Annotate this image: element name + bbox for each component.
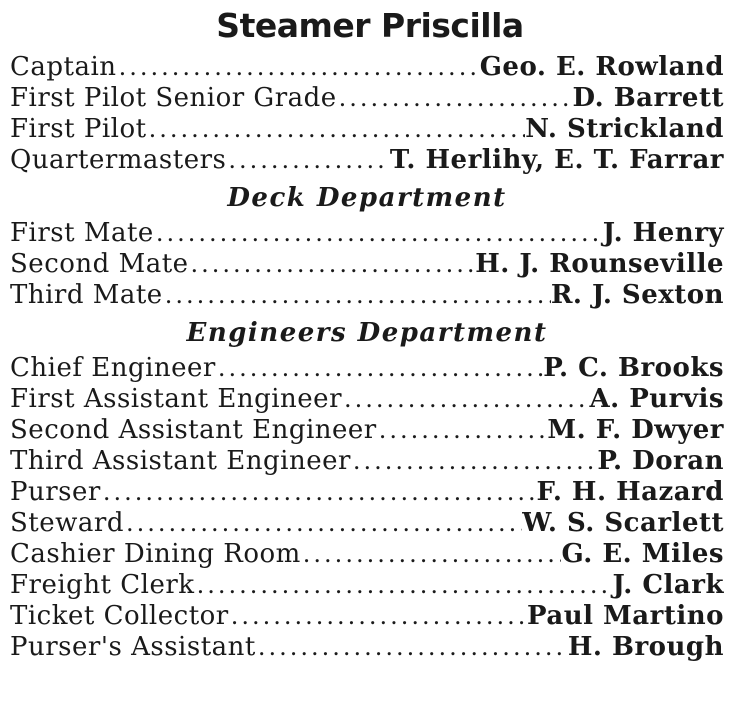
roster-page <box>10 0 724 663</box>
page-title: Steamer Priscilla <box>216 6 524 45</box>
role-label: Second Mate <box>10 249 189 279</box>
dot-leader <box>256 632 568 663</box>
dot-leader <box>226 145 390 176</box>
role-label: Steward <box>10 508 124 538</box>
dot-leader <box>337 83 573 114</box>
person-name: N. Strickland <box>525 114 724 144</box>
dot-leader <box>189 249 476 280</box>
roster-row <box>10 384 724 415</box>
dot-leader <box>351 446 597 477</box>
roster-row <box>10 353 724 384</box>
role-label: Ticket Collector <box>10 601 229 631</box>
role-label: Purser's Assistant <box>10 632 256 662</box>
role-label: Chief Engineer <box>10 353 216 383</box>
roster-row <box>10 415 724 446</box>
roster-row <box>10 280 724 311</box>
dot-leader <box>147 114 526 145</box>
dot-leader <box>195 570 613 601</box>
roster-row <box>10 52 724 83</box>
dot-leader <box>154 218 603 249</box>
dot-leader <box>342 384 589 415</box>
role-label: Purser <box>10 477 101 507</box>
dot-leader <box>101 477 537 508</box>
dot-leader <box>216 353 543 384</box>
roster-row <box>10 218 724 249</box>
role-label: Third Assistant Engineer <box>10 446 351 476</box>
person-name: J. Clark <box>612 570 724 600</box>
person-name: P. C. Brooks <box>543 353 724 383</box>
roster-row <box>10 632 724 663</box>
dot-leader <box>163 280 551 311</box>
role-label: First Mate <box>10 218 154 248</box>
role-label: Second Assistant Engineer <box>10 415 377 445</box>
role-label: Quartermasters <box>10 145 227 175</box>
roster-row <box>10 601 724 632</box>
section-heading-deck: Deck Department <box>227 183 507 213</box>
person-name: Paul Martino <box>527 601 724 631</box>
roster-row <box>10 145 724 176</box>
roster-row <box>10 446 724 477</box>
person-name: H. Brough <box>567 632 724 662</box>
role-label: Captain <box>10 52 117 82</box>
person-name: F. H. Hazard <box>536 477 724 507</box>
roster-row <box>10 114 724 145</box>
person-name: R. J. Sexton <box>550 280 724 310</box>
role-label: First Assistant Engineer <box>10 384 342 414</box>
dot-leader <box>301 539 562 570</box>
person-name: T. Herlihy, E. T. Farrar <box>389 145 724 175</box>
roster-row <box>10 83 724 114</box>
roster-row <box>10 249 724 280</box>
role-label: First Pilot <box>10 114 147 144</box>
person-name: P. Doran <box>597 446 724 476</box>
person-name: D. Barrett <box>572 83 724 113</box>
roster-row <box>10 508 724 539</box>
person-name: W. S. Scarlett <box>522 508 724 538</box>
person-name: G. E. Miles <box>561 539 724 569</box>
person-name: J. Henry <box>602 218 724 248</box>
dot-leader <box>124 508 522 539</box>
person-name: H. J. Rounseville <box>475 249 724 279</box>
deck-list <box>10 218 724 311</box>
person-name: Geo. E. Rowland <box>479 52 724 82</box>
roster-row <box>10 477 724 508</box>
engineers-list <box>10 353 724 663</box>
officers-list <box>10 52 724 176</box>
section-heading-engineers: Engineers Department <box>186 318 548 348</box>
dot-leader <box>229 601 527 632</box>
dot-leader <box>377 415 548 446</box>
role-label: Cashier Dining Room <box>10 539 301 569</box>
role-label: First Pilot Senior Grade <box>10 83 337 113</box>
person-name: A. Purvis <box>589 384 724 414</box>
role-label: Third Mate <box>10 280 163 310</box>
person-name: M. F. Dwyer <box>547 415 724 445</box>
dot-leader <box>117 52 480 83</box>
roster-row <box>10 539 724 570</box>
role-label: Freight Clerk <box>10 570 195 600</box>
roster-row <box>10 570 724 601</box>
